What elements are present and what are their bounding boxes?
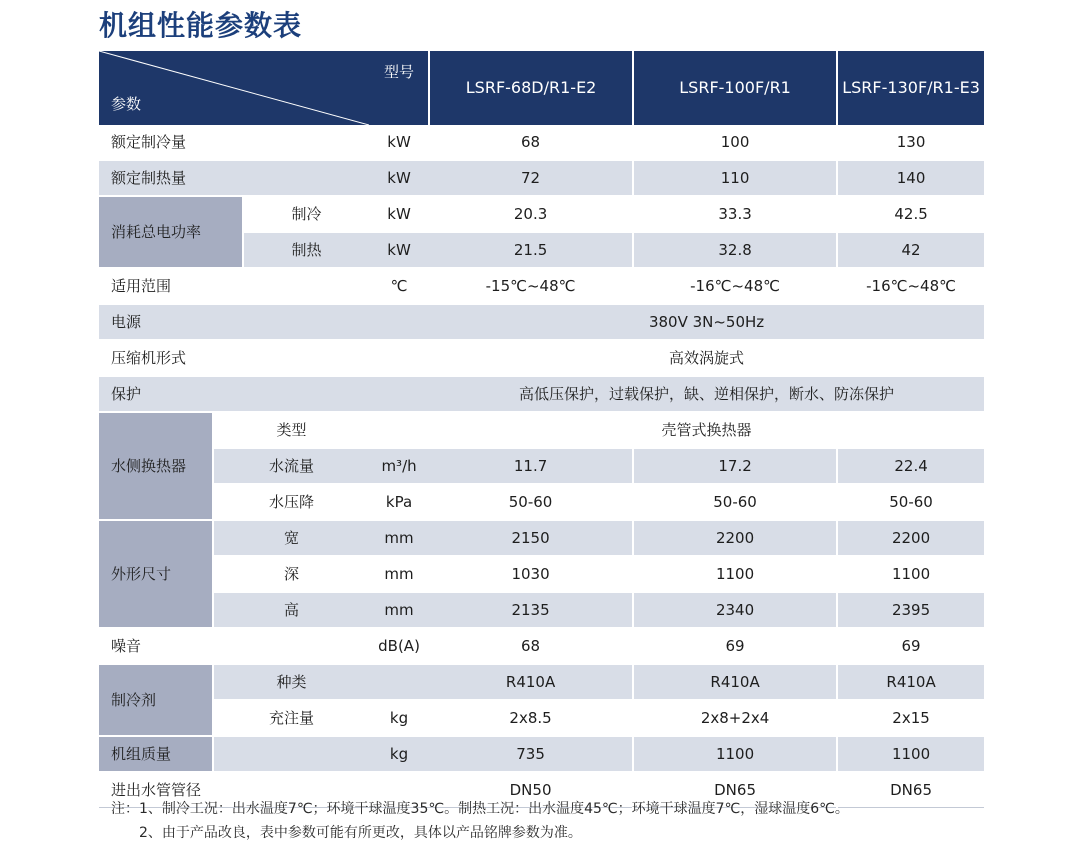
value-cell: R410A xyxy=(633,664,837,700)
sub-label: 水压降 xyxy=(213,484,369,520)
value-cell: 68 xyxy=(429,628,633,664)
row-unit: kg xyxy=(369,736,429,772)
row-unit: m³/h xyxy=(369,448,429,484)
model-header-1: LSRF-68D/R1-E2 xyxy=(429,51,633,125)
group-label: 机组质量 xyxy=(99,736,213,772)
value-cell: DN50 xyxy=(429,772,633,808)
row-water-flow xyxy=(99,448,984,484)
row-heating xyxy=(99,160,984,196)
group-label: 制冷剂 xyxy=(99,664,213,736)
row-unit: kW xyxy=(369,160,429,196)
row-mass xyxy=(99,736,984,772)
row-dim-height xyxy=(99,592,984,628)
row-unit: kW xyxy=(369,196,429,232)
value-cell: 42.5 xyxy=(837,196,984,232)
value-cell: 68 xyxy=(429,125,633,160)
value-cell: 2200 xyxy=(633,520,837,556)
row-unit xyxy=(369,412,429,448)
row-unit: kW xyxy=(369,232,429,268)
value-cell: 1100 xyxy=(633,736,837,772)
value-cell-merged: 壳管式换热器 xyxy=(429,412,984,448)
sub-label: 制冷 xyxy=(243,196,369,232)
row-power-cool xyxy=(99,196,984,232)
footnotes xyxy=(111,797,849,845)
row-unit: mm xyxy=(369,592,429,628)
sub-label xyxy=(213,736,369,772)
value-cell: 11.7 xyxy=(429,448,633,484)
row-label: 进出水管管径 xyxy=(99,772,429,808)
footnote-2: 2、由于产品改良，表中参数可能有所更改，具体以产品铭牌参数为准。 xyxy=(139,825,582,841)
row-supply xyxy=(99,304,984,340)
value-cell: R410A xyxy=(429,664,633,700)
row-range xyxy=(99,268,984,304)
value-cell-merged: 高效涡旋式 xyxy=(429,340,984,376)
value-cell: 735 xyxy=(429,736,633,772)
value-cell: DN65 xyxy=(633,772,837,808)
sub-label: 制热 xyxy=(243,232,369,268)
sub-label: 高 xyxy=(213,592,369,628)
value-cell: 1030 xyxy=(429,556,633,592)
row-dim-depth xyxy=(99,556,984,592)
value-cell: 2150 xyxy=(429,520,633,556)
value-cell: 50-60 xyxy=(837,484,984,520)
page-title: 机组性能参数表 xyxy=(99,9,303,42)
row-cooling xyxy=(99,125,984,160)
value-cell: 50-60 xyxy=(633,484,837,520)
value-cell: 2x8.5 xyxy=(429,700,633,736)
row-label: 额定制热量 xyxy=(99,160,369,196)
footnote-1: 注：1、制冷工况：出水温度7℃；环境干球温度35℃。制热工况：出水温度45℃；环境干球温度7℃，湿球温度6℃。 xyxy=(111,801,849,817)
value-cell: 22.4 xyxy=(837,448,984,484)
value-cell: 140 xyxy=(837,160,984,196)
row-label: 压缩机形式 xyxy=(99,340,429,376)
row-refrigerant-charge xyxy=(99,700,984,736)
value-cell: -15℃~48℃ xyxy=(429,268,633,304)
row-label: 额定制冷量 xyxy=(99,125,369,160)
value-cell: 42 xyxy=(837,232,984,268)
row-label: 保护 xyxy=(99,376,429,412)
value-cell: 69 xyxy=(837,628,984,664)
value-cell: DN65 xyxy=(837,772,984,808)
group-label: 消耗总电功率 xyxy=(99,196,243,268)
spec-table xyxy=(99,51,984,808)
row-water-type xyxy=(99,412,984,448)
value-cell: 1100 xyxy=(633,556,837,592)
row-compressor xyxy=(99,340,984,376)
value-cell: 69 xyxy=(633,628,837,664)
row-label: 噪音 xyxy=(99,628,369,664)
value-cell: 1100 xyxy=(837,736,984,772)
row-protection xyxy=(99,376,984,412)
row-unit: kPa xyxy=(369,484,429,520)
value-cell: 33.3 xyxy=(633,196,837,232)
sub-label: 充注量 xyxy=(213,700,369,736)
row-noise xyxy=(99,628,984,664)
row-unit: mm xyxy=(369,556,429,592)
value-cell: 100 xyxy=(633,125,837,160)
value-cell: R410A xyxy=(837,664,984,700)
value-cell: 20.3 xyxy=(429,196,633,232)
value-cell: 2395 xyxy=(837,592,984,628)
value-cell-merged: 380V 3N~50Hz xyxy=(429,304,984,340)
value-cell: 1100 xyxy=(837,556,984,592)
value-cell: -16℃~48℃ xyxy=(633,268,837,304)
sub-label: 类型 xyxy=(213,412,369,448)
row-label: 电源 xyxy=(99,304,429,340)
row-unit: kg xyxy=(369,700,429,736)
value-cell: 32.8 xyxy=(633,232,837,268)
value-cell: 2135 xyxy=(429,592,633,628)
sub-label: 深 xyxy=(213,556,369,592)
diagonal-divider xyxy=(99,51,369,125)
header-corner-cell xyxy=(99,51,429,125)
row-water-drop xyxy=(99,484,984,520)
value-cell: 2x8+2x4 xyxy=(633,700,837,736)
value-cell: 72 xyxy=(429,160,633,196)
sub-label: 宽 xyxy=(213,520,369,556)
row-dim-width xyxy=(99,520,984,556)
value-cell: 110 xyxy=(633,160,837,196)
value-cell: 130 xyxy=(837,125,984,160)
value-cell: 21.5 xyxy=(429,232,633,268)
header-row xyxy=(99,51,984,125)
value-cell: 17.2 xyxy=(633,448,837,484)
row-refrigerant-kind xyxy=(99,664,984,700)
value-cell: -16℃~48℃ xyxy=(837,268,984,304)
value-cell: 2200 xyxy=(837,520,984,556)
row-unit: kW xyxy=(369,125,429,160)
model-header-2: LSRF-100F/R1 xyxy=(633,51,837,125)
row-unit: ℃ xyxy=(369,268,429,304)
sub-label: 水流量 xyxy=(213,448,369,484)
value-cell: 2x15 xyxy=(837,700,984,736)
sub-label: 种类 xyxy=(213,664,369,700)
row-label: 适用范围 xyxy=(99,268,369,304)
group-label: 水侧换热器 xyxy=(99,412,213,520)
header-param-label: 参数 xyxy=(111,95,142,113)
group-label: 外形尺寸 xyxy=(99,520,213,628)
row-unit xyxy=(369,664,429,700)
value-cell: 2340 xyxy=(633,592,837,628)
row-unit: mm xyxy=(369,520,429,556)
value-cell-merged: 高低压保护，过载保护，缺、逆相保护，断水、防冻保护 xyxy=(429,376,984,412)
header-model-label: 型号 xyxy=(384,63,415,81)
model-header-3: LSRF-130F/R1-E3 xyxy=(837,51,984,125)
row-unit: dB(A) xyxy=(369,628,429,664)
value-cell: 50-60 xyxy=(429,484,633,520)
